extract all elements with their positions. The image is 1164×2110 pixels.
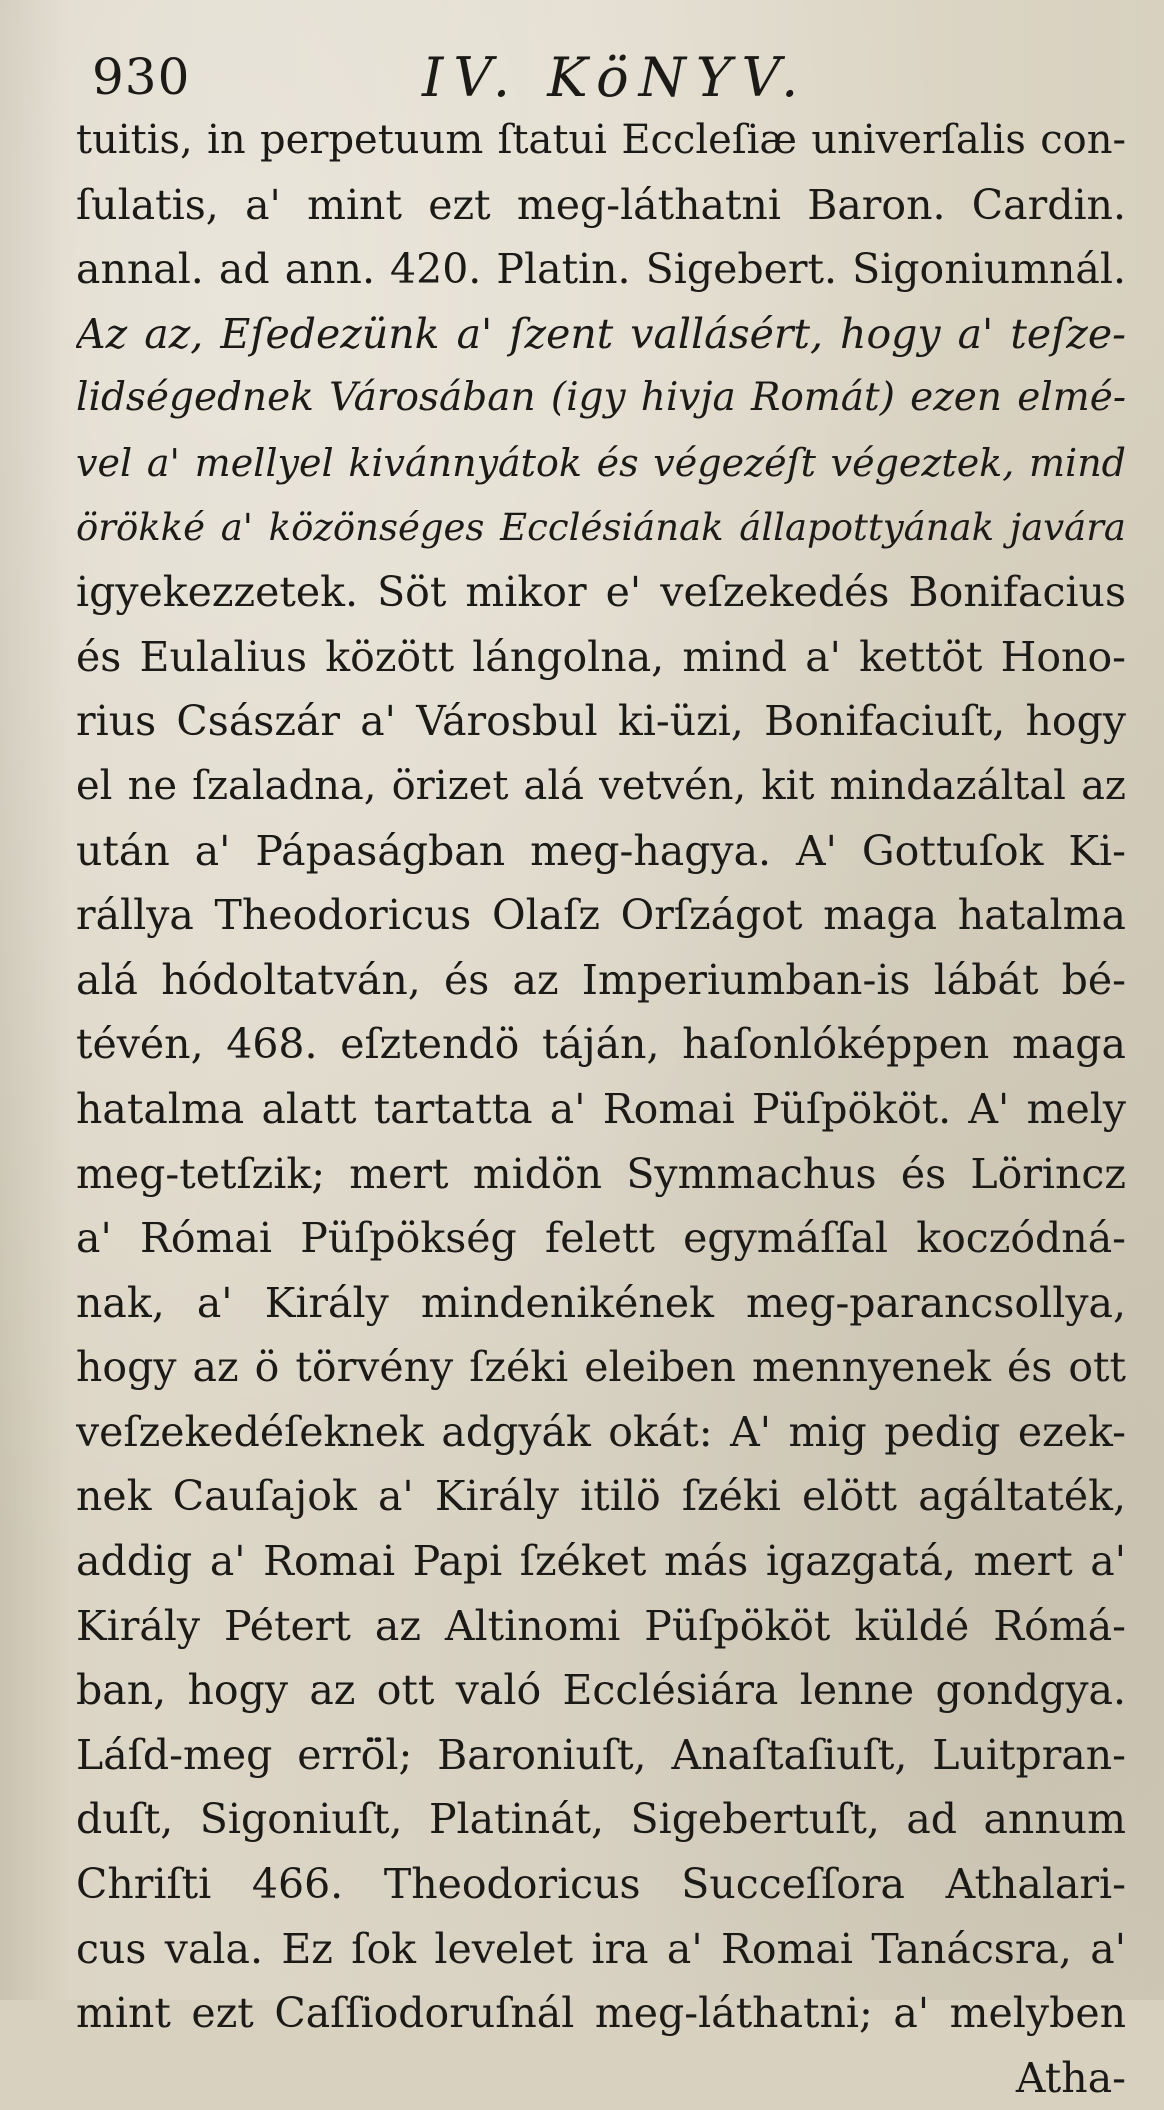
text-line: igyekezzetek. Söt mikor e' veſzekedés Bonifacius [76, 568, 1126, 617]
body-text [76, 108, 1126, 2110]
text-line: vel a' mellyel kivánnyátok és végezéſt végeztek, mind [76, 440, 1126, 485]
catchword: Atha- [1015, 2053, 1126, 2102]
text-line: duſt, Sigoniuſt, Platinát, Sigebertuſt, ad annum [76, 1795, 1126, 1844]
text-line: Király Pétert az Altinomi Püſpököt küldé Rómá- [76, 1601, 1126, 1650]
text-line: rius Császár a' Városbul ki-üzi, Bonifaciuſt, hogy [76, 697, 1126, 746]
text-line: Az az, Eſedezünk a' ſzent vallásért, hogy a' teſze- [76, 309, 1126, 358]
text-line: hatalma alatt tartatta a' Romai Püſpököt. A' mely [76, 1084, 1126, 1133]
text-line: annal. ad ann. 420. Platin. Sigebert. Sigoniumnál. [76, 245, 1126, 294]
text-line: mint ezt Caſſiodoruſnál meg-láthatni; a' melyben [76, 1989, 1126, 2038]
text-line: nek Cauſajok a' Király itilö ſzéki elött agáltaték, [76, 1472, 1126, 1521]
text-line: Láſd-meg errö̈l; Baroniuſt, Anaſtaſiuſt, Luitpran- [76, 1730, 1126, 1779]
text-line: lidségednek Városában (igy hivja Romát) ezen elmé- [76, 375, 1126, 421]
text-line: rállya Theodoricus Olaſz Orſzágot maga hatalma [76, 891, 1126, 940]
text-line: örökké a' közönséges Ecclésiának állapottyának javára [76, 505, 1126, 549]
text-line: nak, a' Király mindenikének meg-parancsollya, [76, 1278, 1126, 1327]
text-line: meg-tetſzik; mert midön Symmachus és Lörincz [76, 1149, 1126, 1198]
text-line: veſzekedéſeknek adgyák okát: A' mig pedig ezek- [76, 1407, 1126, 1456]
text-line: Chriſti 466. Theodoricus Succeſſora Athalari- [76, 1860, 1126, 1909]
text-line: tuitis, in perpetuum ſtatui Eccleſiæ univerſalis con- [76, 117, 1126, 163]
text-line: hogy az ö törvény ſzéki eleiben mennyenek és ott [76, 1343, 1126, 1392]
text-line: cus vala. Ez ſok levelet ira a' Romai Tanácsra, a' [76, 1924, 1126, 1973]
page-number: 930 [92, 48, 191, 106]
text-line: a' Római Püſpökség felett egymáſſal koczódná- [76, 1214, 1126, 1263]
text-line: és Eulalius között lángolna, mind a' kettöt Hono- [76, 632, 1126, 681]
running-head: IV. KöNYV. [422, 46, 809, 109]
text-line: ſulatis, a' mint ezt meg-láthatni Baron. Cardin. [76, 180, 1126, 229]
text-line: addig a' Romai Papi ſzéket más igazgatá, mert a' [76, 1537, 1126, 1586]
text-line: tévén, 468. eſztendö táján, haſonlóképpen maga [76, 1020, 1126, 1069]
text-line: után a' Pápaságban meg-hagya. A' Gottuſok Ki- [76, 826, 1126, 875]
text-line: el ne ſzaladna, örizet alá vetvén, kit mindazáltal az [76, 762, 1126, 809]
text-line: ban, hogy az ott való Ecclésiára lenne gondgya. [76, 1666, 1126, 1715]
text-line: alá hódoltatván, és az Imperiumban-is lábát bé- [76, 955, 1126, 1004]
